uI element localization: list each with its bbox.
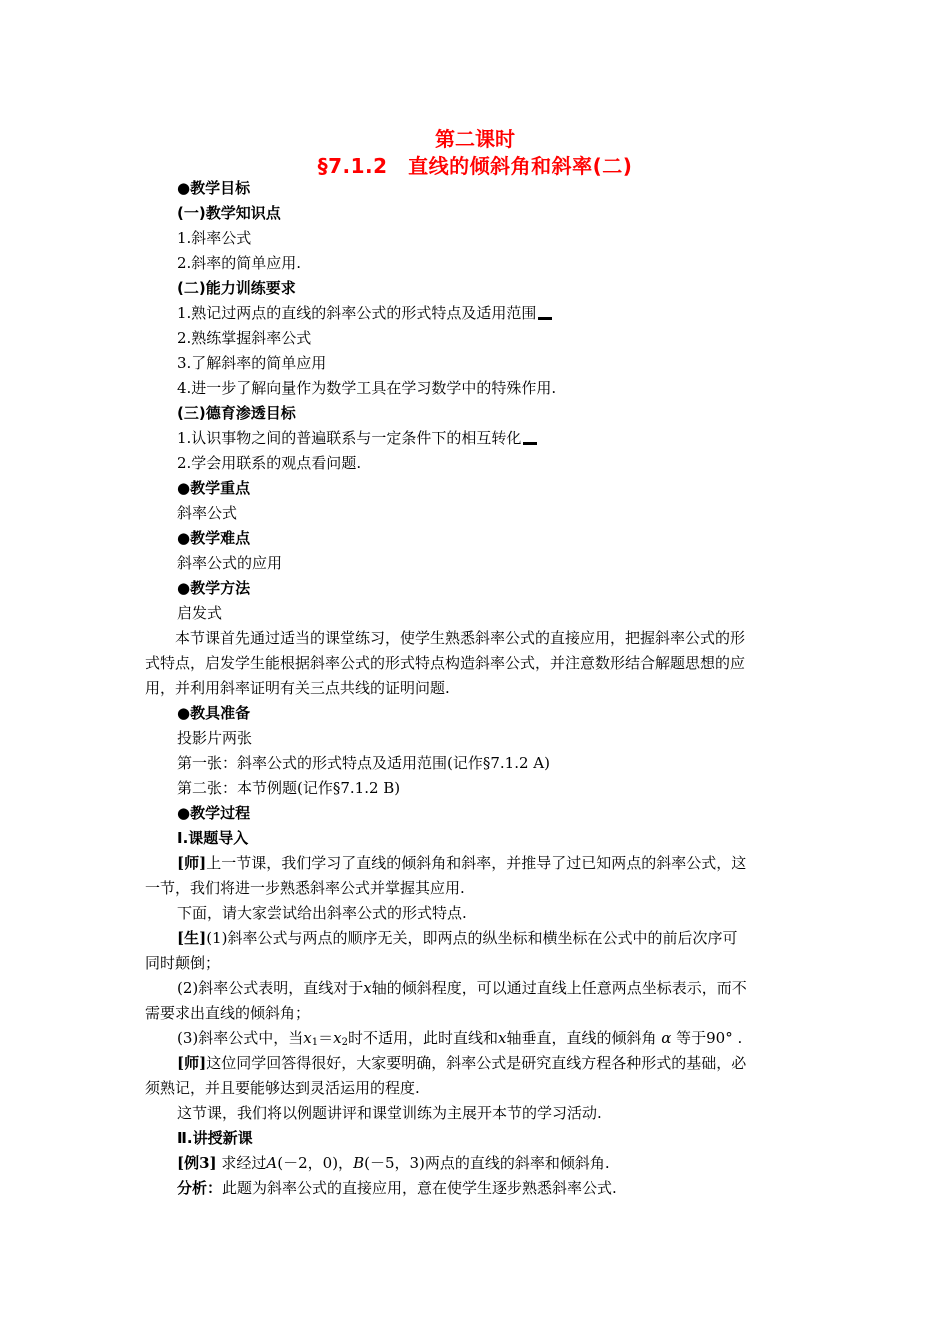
moral-item-1-text: 1.认识事物之间的普遍联系与一定条件下的相互转化 [177,429,522,447]
subscript-1: 1 [311,1037,319,1048]
heading-key-points: ●教学重点 [177,479,251,497]
heading-teaching-aids: ●教具准备 [177,704,251,722]
student-point-3-c: 轴垂直，直线的倾斜角 [506,1029,662,1047]
transition-line: 这节课，我们将以例题讲评和课堂训练为主展开本节的学习活动. [177,1104,602,1122]
heading-teaching-objectives: ●教学目标 [177,179,251,197]
aids-slide-2: 第二张：本节例题(记作§7.1.2 B) [177,779,401,797]
moral-item-2: 2.学会用联系的观点看问题. [177,454,362,472]
analysis-tag: 分析： [177,1179,223,1197]
subheading-moral-goals: (三)德育渗透目标 [177,404,296,422]
method-text: 启发式 [177,604,223,622]
student-point-3-d: 等于90° . [671,1029,743,1047]
moral-item-1 [177,426,817,451]
aids-slide-1: 第一张：斜率公式的形式特点及适用范围(记作§7.1.2 A) [177,754,550,772]
aids-text: 投影片两张 [177,729,253,747]
student-point-2-cont: 需要求出直线的倾斜角； [145,1004,311,1022]
section-new-lesson: Ⅱ.讲授新课 [177,1129,253,1147]
example-3-b: (－2，0)， [277,1154,354,1172]
placeholder-mark [523,438,537,445]
example-3-c: (－5，3)两点的直线的斜率和倾斜角. [364,1154,610,1172]
var-x1: x [303,1029,312,1047]
ability-item-4: 4.进一步了解向量作为数学工具在学习数学中的特殊作用. [177,379,557,397]
method-paragraph-line-3: 用，并利用斜率证明有关三点共线的证明问题. [145,679,450,697]
analysis-text: 此题为斜率公式的直接应用，意在使学生逐步熟悉斜率公式. [222,1179,617,1197]
point-a: A [266,1154,278,1172]
subscript-2: 2 [341,1037,348,1048]
method-paragraph-line-2: 式特点，启发学生能根据斜率公式的形式特点构造斜率公式，并注意数形结合解题思想的应 [145,654,746,672]
var-x: x [497,1029,507,1047]
heading-difficulties: ●教学难点 [177,529,251,547]
teacher-line-2-cont: 须熟记，并且要能够达到灵活运用的程度. [145,1079,420,1097]
ability-item-1 [177,301,817,326]
var-alpha: α [661,1029,672,1047]
student-point-2 [177,976,817,1001]
ability-item-2: 2.熟练掌握斜率公式 [177,329,312,347]
teacher-line-1 [177,851,817,876]
teacher-tag: [师] [177,854,207,872]
var-x2: x [333,1029,342,1047]
placeholder-mark [538,313,552,320]
student-point-3-a: (3)斜率公式中，当 [177,1029,304,1047]
teacher-line-2-text: 这位同学回答得很好，大家要明确，斜率公式是研究直线方程各种形式的基础，必 [206,1054,747,1072]
var-x: x [363,979,372,997]
student-line-1-cont: 同时颠倒； [145,954,221,972]
knowledge-item-1: 1.斜率公式 [177,229,252,247]
student-line-1-text: (1)斜率公式与两点的顺序无关，即两点的纵坐标和横坐标在公式中的前后次序可 [206,929,738,947]
student-point-2-a: (2)斜率公式表明，直线对于 [177,979,364,997]
heading-teaching-process: ●教学过程 [177,804,251,822]
example-3-a: 求经过 [216,1154,267,1172]
point-b: B [353,1154,365,1172]
student-line-1 [177,926,817,951]
heading-teaching-method: ●教学方法 [177,579,251,597]
equals-sign: ＝ [318,1029,334,1047]
teacher-line-2 [177,1051,817,1076]
subheading-ability-requirements: (二)能力训练要求 [177,279,296,297]
student-tag: [生] [177,929,207,947]
teacher-tag: [师] [177,1054,207,1072]
key-points-text: 斜率公式 [177,504,238,522]
knowledge-item-2: 2.斜率的简单应用. [177,254,302,272]
section-introduction: Ⅰ.课题导入 [177,829,249,847]
student-point-3-b: 时不适用，此时直线和 [347,1029,498,1047]
method-paragraph-line-1: 本节课首先通过适当的课堂练习，使学生熟悉斜率公式的直接应用，把握斜率公式的形 [145,629,746,647]
prompt-line: 下面，请大家尝试给出斜率公式的形式特点. [177,904,467,922]
teacher-line-1-text: 上一节课，我们学习了直线的倾斜角和斜率，并推导了过已知两点的斜率公式，这 [206,854,747,872]
example-tag: [例3] [177,1154,217,1172]
example-3 [177,1151,817,1176]
difficulties-text: 斜率公式的应用 [177,554,283,572]
teacher-line-1-cont: 一节，我们将进一步熟悉斜率公式并掌握其应用. [145,879,465,897]
section-title: §7.1.2 直线的倾斜角和斜率(二) [317,154,633,178]
ability-item-1-text: 1.熟记过两点的直线的斜率公式的形式特点及适用范围 [177,304,537,322]
analysis-line [177,1176,817,1201]
subheading-knowledge-points: (一)教学知识点 [177,204,281,222]
ability-item-3: 3.了解斜率的简单应用 [177,354,327,372]
student-point-2-b: 轴的倾斜程度，可以通过直线上任意两点坐标表示，而不 [371,979,747,997]
lesson-title: 第二课时 [435,127,515,151]
